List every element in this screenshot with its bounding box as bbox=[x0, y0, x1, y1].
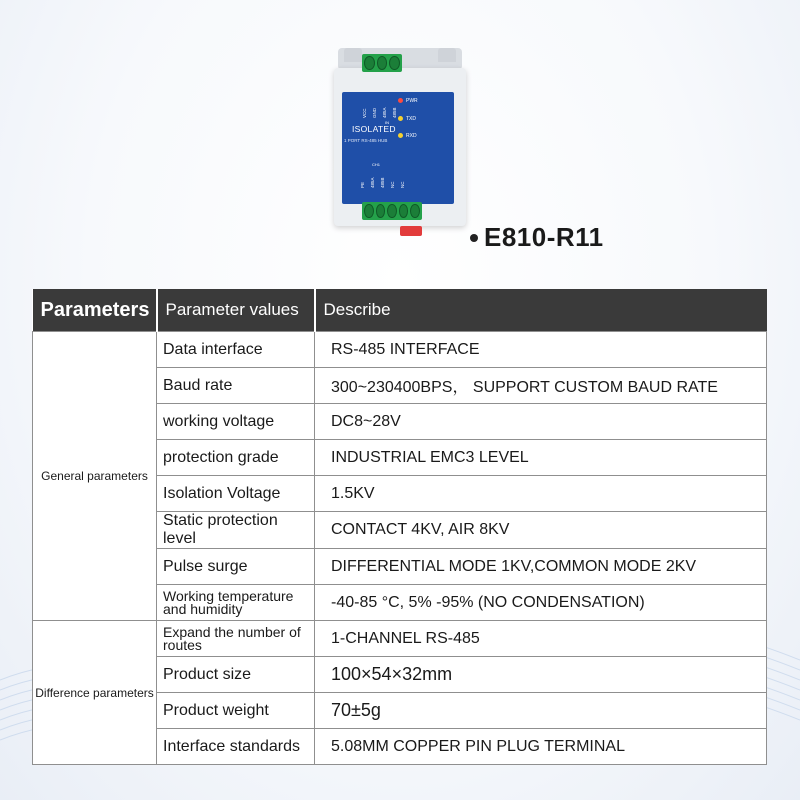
device-image bbox=[330, 40, 470, 240]
param-name: Data interface bbox=[157, 332, 315, 368]
param-value: INDUSTRIAL EMC3 LEVEL bbox=[315, 440, 767, 476]
param-name: Isolation Voltage bbox=[157, 476, 315, 512]
top-pin-label: GND bbox=[372, 108, 377, 118]
param-name: Static protection level bbox=[157, 512, 315, 549]
param-name: Working temperature and humidity bbox=[163, 587, 294, 617]
panel-title: ISOLATED bbox=[352, 124, 396, 134]
table-header-row bbox=[33, 289, 767, 332]
bottom-pin-label: NC bbox=[390, 181, 395, 188]
param-name: Pulse surge bbox=[157, 549, 315, 585]
bottom-pin-label: 485A bbox=[370, 177, 375, 188]
model-label bbox=[470, 222, 604, 253]
model-name: E810-R11 bbox=[484, 222, 604, 252]
bottom-terminal-block bbox=[362, 202, 422, 220]
param-name: Product size bbox=[157, 657, 315, 693]
param-value: RS-485 INTERFACE bbox=[315, 332, 767, 368]
bullet-icon bbox=[470, 234, 478, 242]
header-describe: Describe bbox=[315, 289, 767, 332]
top-group-label: IN bbox=[385, 120, 389, 125]
param-value: -40-85 °C, 5% -95% (NO CONDENSATION) bbox=[315, 585, 767, 621]
param-name: Baud rate bbox=[157, 368, 315, 404]
top-pin-label: 485B bbox=[392, 107, 397, 118]
param-name: Expand the number of routes bbox=[163, 623, 301, 653]
panel-subtitle: 1 PORT RS-485 HUB bbox=[344, 138, 388, 143]
param-value: 70±5g bbox=[315, 693, 767, 729]
bottom-pin-label: PE bbox=[360, 181, 365, 188]
txd-indicator-label: TXD bbox=[406, 116, 416, 122]
pwr-indicator-label: PWR bbox=[406, 98, 418, 104]
param-name: Interface standards bbox=[157, 729, 315, 765]
top-terminal-block bbox=[362, 54, 402, 72]
param-value: DIFFERENTIAL MODE 1KV,COMMON MODE 2KV bbox=[315, 549, 767, 585]
param-name: Product weight bbox=[157, 693, 315, 729]
top-pin-label: VCC bbox=[362, 108, 367, 118]
param-value: 5.08MM COPPER PIN PLUG TERMINAL bbox=[315, 729, 767, 765]
bottom-group-label: CH1 bbox=[372, 162, 381, 167]
table-row bbox=[33, 332, 767, 368]
param-value: CONTACT 4KV, AIR 8KV bbox=[315, 512, 767, 549]
param-value: 1-CHANNEL RS-485 bbox=[315, 621, 767, 657]
red-plug-connector bbox=[400, 226, 422, 236]
group-difference-parameters: Difference parameters bbox=[33, 621, 157, 765]
bottom-pin-label: 485B bbox=[380, 177, 385, 188]
table-row bbox=[33, 621, 767, 657]
param-value: DC8~28V bbox=[315, 404, 767, 440]
param-value: 1.5KV bbox=[315, 476, 767, 512]
param-name: working voltage bbox=[157, 404, 315, 440]
header-parameter-values: Parameter values bbox=[157, 289, 315, 332]
txd-led-icon bbox=[398, 116, 403, 121]
pwr-led-icon bbox=[398, 98, 403, 103]
device-front-panel bbox=[342, 92, 454, 204]
param-value: 100×54×32mm bbox=[315, 657, 767, 693]
group-general-parameters: General parameters bbox=[33, 332, 157, 621]
rxd-led-icon bbox=[398, 133, 403, 138]
param-value: 300~230400BPS， SUPPORT CUSTOM BAUD RATE bbox=[315, 368, 767, 404]
rxd-indicator-label: RXD bbox=[406, 133, 417, 139]
top-pin-label: 485A bbox=[382, 107, 387, 118]
header-parameters: Parameters bbox=[33, 289, 157, 332]
bottom-pin-label: NC bbox=[400, 181, 405, 188]
param-name: protection grade bbox=[157, 440, 315, 476]
spec-table bbox=[32, 289, 767, 765]
